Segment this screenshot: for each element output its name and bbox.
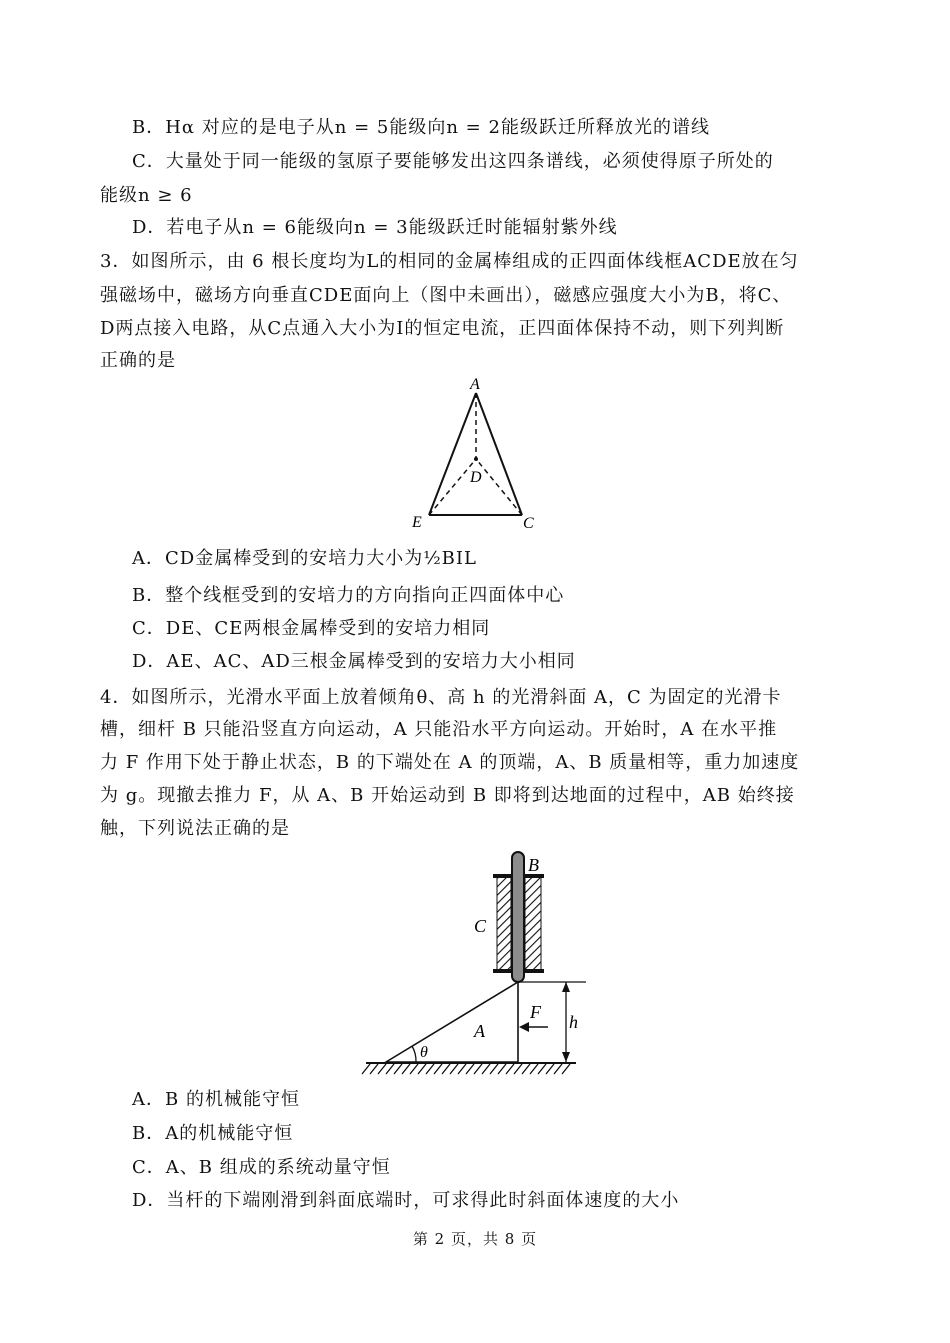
q3-stem-line4: 正确的是 bbox=[100, 350, 176, 371]
label-e: E bbox=[412, 514, 422, 531]
q4-option-a: A．B 的机械能守恒 bbox=[132, 1089, 300, 1110]
q3-stem-line3: D两点接入电路，从C点通入大小为I的恒定电流，正四面体保持不动，则下列判断 bbox=[100, 318, 785, 339]
incline-figure bbox=[360, 845, 590, 1080]
incline-a bbox=[386, 982, 518, 1062]
label-b: B bbox=[528, 855, 539, 875]
page-footer: 第 2 页，共 8 页 bbox=[412, 1230, 538, 1248]
label-d: D bbox=[470, 469, 482, 486]
edge-ed bbox=[429, 459, 476, 515]
q3-option-b: B．整个线框受到的安培力的方向指向正四面体中心 bbox=[132, 585, 565, 606]
tetrahedron-figure bbox=[400, 375, 560, 535]
height-arrow-bottom bbox=[562, 1052, 570, 1062]
q4-option-b: B．A的机械能守恒 bbox=[132, 1123, 294, 1144]
q4-option-d: D．当杆的下端刚滑到斜面底端时，可求得此时斜面体速度的大小 bbox=[132, 1190, 680, 1211]
q4-option-c: C．A、B 组成的系统动量守恒 bbox=[132, 1157, 391, 1178]
rod-b bbox=[512, 852, 524, 982]
q4-stem-line3: 力 F 作用下处于静止状态，B 的下端处在 A 的顶端，A、B 质量相等，重力加速度 bbox=[100, 752, 800, 773]
force-f-arrowhead bbox=[519, 1022, 529, 1032]
label-f: F bbox=[530, 1002, 541, 1022]
slot-c-left-block bbox=[497, 876, 511, 971]
ground-hatch bbox=[362, 1064, 570, 1074]
q3-option-c: C．DE、CE两根金属棒受到的安培力相同 bbox=[132, 618, 491, 639]
q4-stem-line1: 4．如图所示，光滑水平面上放着倾角θ、高 h 的光滑斜面 A，C 为固定的光滑卡 bbox=[100, 687, 782, 708]
edge-cd bbox=[476, 459, 522, 515]
q4-stem-line4: 为 g。现撤去推力 F，从 A、B 开始运动到 B 即将到达地面的过程中，AB 始终接 bbox=[100, 785, 795, 806]
q4-stem-line2: 槽，细杆 B 只能沿竖直方向运动，A 只能沿水平方向运动。开始时，A 在水平推 bbox=[100, 719, 778, 740]
label-theta: θ bbox=[420, 1044, 428, 1061]
q3-stem-line2: 强磁场中，磁场方向垂直CDE面向上（图中未画出），磁感应强度大小为B，将C、 bbox=[100, 285, 792, 306]
edge-ac bbox=[476, 393, 522, 515]
label-a: A bbox=[470, 376, 480, 393]
slot-c-right-block bbox=[525, 876, 541, 971]
height-arrow-top bbox=[562, 982, 570, 992]
q4-stem-line5: 触，下列说法正确的是 bbox=[100, 818, 290, 839]
q3-option-a: A．CD金属棒受到的安培力大小为½BIL bbox=[132, 548, 477, 569]
q3-stem-line1: 3．如图所示，由 6 根长度均为L的相同的金属棒组成的正四面体线框ACDE放在匀 bbox=[100, 251, 799, 272]
q2-option-c-line1: C．大量处于同一能级的氢原子要能够发出这四条谱线，必须使得原子所处的 bbox=[132, 151, 774, 172]
q2-option-c-line2: 能级n ≥ 6 bbox=[100, 185, 193, 206]
q2-option-d: D．若电子从n = 6能级向n = 3能级跃迁时能辐射紫外线 bbox=[132, 217, 618, 238]
edge-ae bbox=[429, 393, 476, 515]
label-a: A bbox=[474, 1021, 485, 1041]
q2-option-b: B．Hα 对应的是电子从n = 5能级向n = 2能级跃迁所释放光的谱线 bbox=[132, 117, 710, 138]
label-h: h bbox=[569, 1012, 578, 1032]
label-c: C bbox=[474, 916, 487, 936]
q3-option-d: D．AE、AC、AD三根金属棒受到的安培力大小相同 bbox=[132, 651, 576, 672]
point-d bbox=[474, 457, 478, 461]
label-c: C bbox=[523, 515, 534, 532]
